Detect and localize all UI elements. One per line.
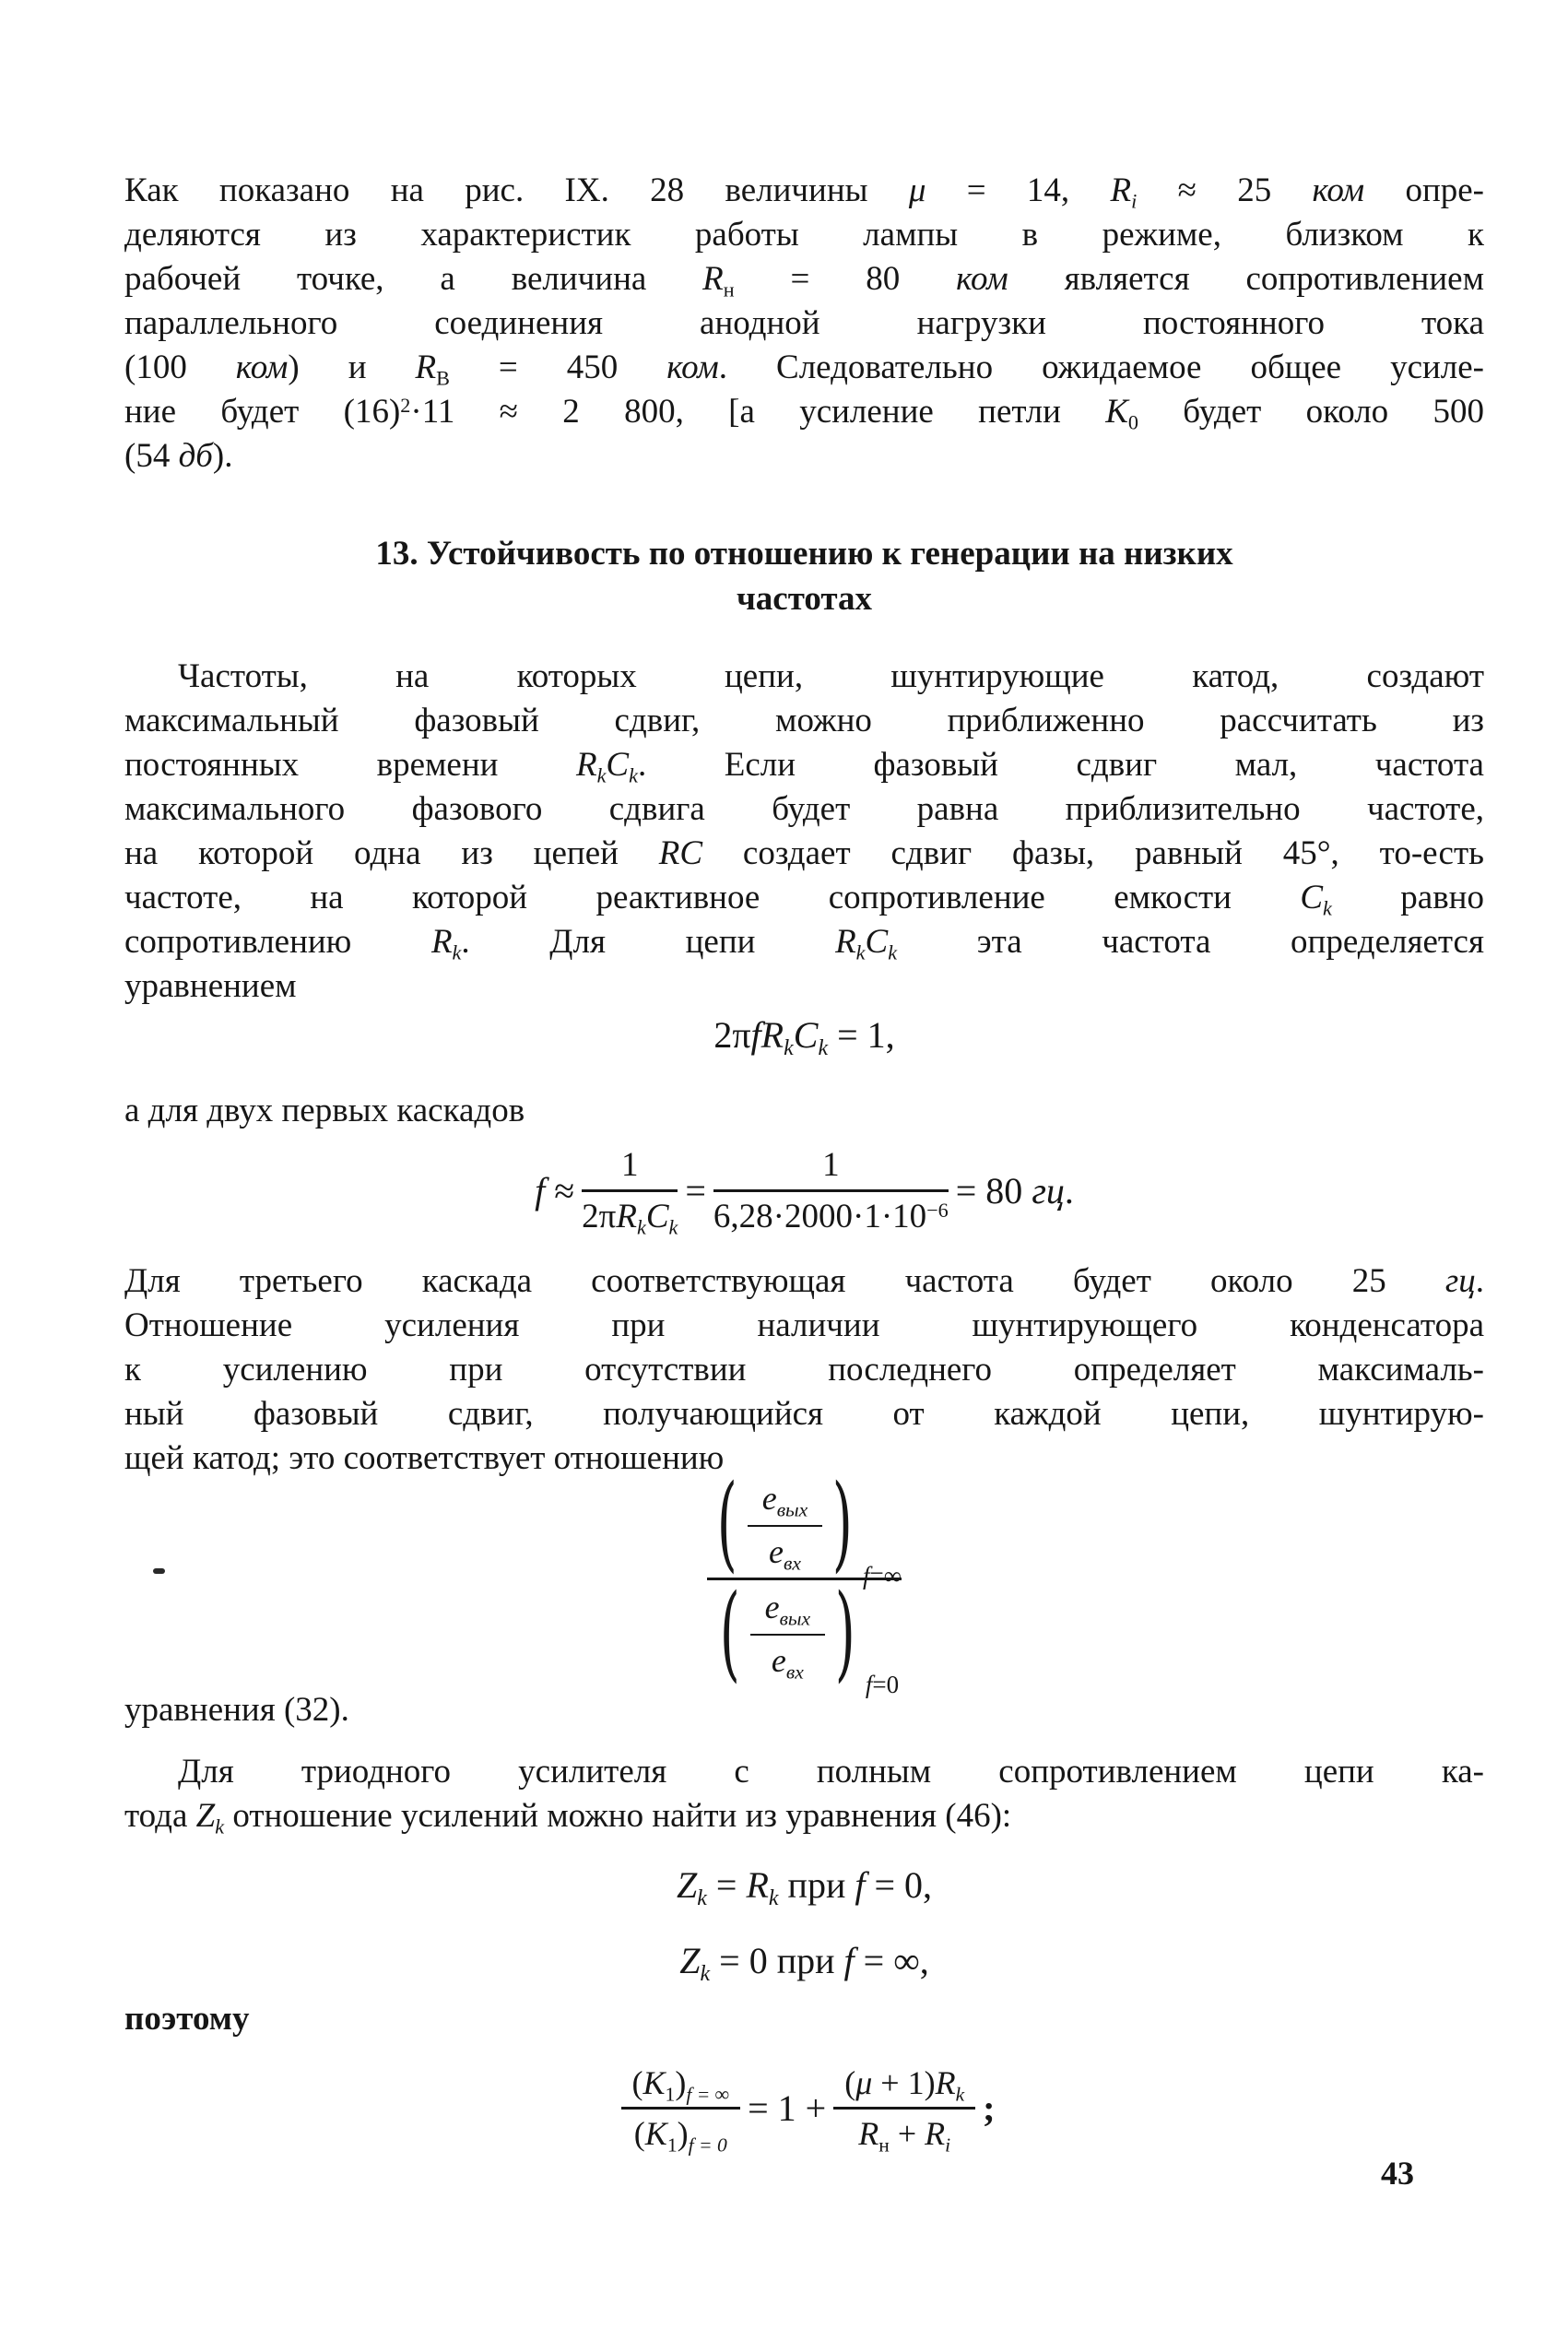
text-line: частотах <box>736 580 873 618</box>
fraction-1-over-2pirkck <box>582 1145 678 1239</box>
k1-f-zero: $(K_1)_{f = 0}$ <box>633 2114 727 2156</box>
formula-frequency <box>124 1132 1484 1248</box>
formula-2pi-f-rk-ck-text: $2\pi fR_kC_k = 1$, <box>713 1013 895 1060</box>
right-paren: ) <box>832 1463 854 1584</box>
k1-f-infinity: $(K_1)_{f = \infty}$ <box>621 2063 741 2110</box>
text-line: к усилению при отсутствии последнего определяет максималь- <box>124 1351 1484 1389</box>
fraction-numerator: 1 <box>713 1145 949 1192</box>
equation-zk-rk <box>124 1857 1484 1912</box>
text-line: Для триодного усилителя с полным сопротивлением цепи ка- <box>178 1753 1484 1791</box>
condition-f-infinity: f=∞ <box>862 1561 902 1590</box>
formula-f-result: = 80 гц. <box>955 1169 1074 1211</box>
e-in: $e_{вх}$ <box>769 1532 801 1575</box>
ratio-numerator <box>707 1463 902 1590</box>
left-paren: ( <box>719 1572 740 1693</box>
evyh-evx-fraction <box>748 1477 823 1575</box>
text-line: ние будет $(16)^2\cdot 11 \approx 2$ 800, [а усиление петли $K_0$ будет около 500 <box>124 393 1484 434</box>
text-line: на которой одна из цепей RC создает сдвиг фазы, равный 45°, то-есть <box>124 834 1484 872</box>
text-line: Частоты, на которых цепи, шунтирующие катод, создают <box>178 657 1484 695</box>
text-line: сопротивлению $R_k$. Для цепи $R_kC_k$ эта частота определяется <box>124 923 1484 964</box>
equals-one-plus: = 1 + <box>748 2086 827 2129</box>
ink-speck <box>153 1568 165 1574</box>
therefore-line <box>124 1997 1484 2041</box>
condition-f-zero: f=0 <box>865 1670 900 1698</box>
section-heading <box>124 531 1484 621</box>
k1-ratio-fraction <box>621 2063 741 2156</box>
paragraph-third-cascade <box>124 1259 1484 1481</box>
left-paren: ( <box>716 1463 737 1584</box>
gain-ratio-formula <box>124 1459 1484 1698</box>
text-line: Для третьего каскада соответствующая частота будет около 25 гц. <box>124 1262 1484 1300</box>
e-out: $e_{вых}$ <box>750 1586 826 1636</box>
ratio-denominator <box>710 1572 900 1698</box>
evyh-evx-fraction <box>750 1586 826 1684</box>
paragraph-triode <box>124 1750 1484 1838</box>
fraction-denominator: $6,28\cdot 2000\cdot 1\cdot 10^{-6}$ <box>713 1197 949 1235</box>
cascade-note-line <box>124 1089 1484 1133</box>
final-gain-formula <box>124 2043 1484 2172</box>
text-line: Отношение усиления при наличии шунтирующего конденсатора <box>124 1306 1484 1344</box>
formula-2pi-f-rk-ck <box>124 1007 1484 1062</box>
equation-zk-zero <box>124 1932 1484 1988</box>
mu-plus-one-rk: $(\mu + 1)R_k$ <box>833 2063 975 2110</box>
text-line: (54 дб). <box>124 437 233 475</box>
text-line: рабочей точке, а величина $R_н = 80$ ком является сопротивлением <box>124 260 1484 301</box>
text-line: тода $Z_k$ отношение усилений можно найти из уравнения (46): <box>124 1797 1012 1838</box>
therefore-text: поэтому <box>124 2000 250 2038</box>
text-line: уравнением <box>124 967 297 1005</box>
text-line: ный фазовый сдвиг, получающийся от каждой цепи, шунтирую- <box>124 1395 1484 1433</box>
text-line: Как показано на рис. IX. 28 величины μ = 14, $R_i \approx 25$ ком опре- <box>124 171 1484 213</box>
text-line: частоте, на которой реактивное сопротивление емкости $C_k$ равно <box>124 879 1484 920</box>
text-line: параллельного соединения анодной нагрузки постоянного тока <box>124 304 1484 342</box>
text-line: деляются из характеристик работы лампы в режиме, близком к <box>124 216 1484 254</box>
paragraph-frequencies <box>124 655 1484 1009</box>
formula-f-lead: f ≈ <box>535 1169 575 1211</box>
text-line: постоянных времени $R_kC_k$. Если фазовый сдвиг мал, частота <box>124 746 1484 787</box>
equation-reference-text: уравнения (32). <box>124 1691 349 1729</box>
text-line: максимального фазового сдвига будет равна приблизительно частоте, <box>124 790 1484 828</box>
formula-f-equals: = <box>685 1169 706 1211</box>
fraction-numerator: 1 <box>582 1145 678 1192</box>
equation-zk-zero-text: $Z_k = 0$ при f = ∞, <box>679 1939 929 1986</box>
equation-reference-line <box>124 1688 1484 1732</box>
formula-end-punctuation: ; <box>983 2086 996 2129</box>
right-paren: ) <box>835 1572 855 1693</box>
cascade-note-text: а для двух первых каскадов <box>124 1092 525 1129</box>
e-out: $e_{вых}$ <box>748 1477 823 1527</box>
text-line: (100 ком) и $R_В = 450$ ком. Следовательно ожидаемое общее усиле- <box>124 349 1485 390</box>
paragraph-intro <box>124 169 1484 479</box>
e-in: $e_{вх}$ <box>771 1642 804 1684</box>
text-line: максимальный фазовый сдвиг, можно приближенно рассчитать из <box>124 702 1484 739</box>
text-line: щей катод; это соответствует отношению <box>124 1439 725 1477</box>
rn-plus-ri: $R_н + R_i$ <box>858 2114 951 2156</box>
equation-zk-rk-text: $Z_k = R_k$ при f = 0, <box>676 1863 933 1910</box>
mu-plus-one-fraction <box>833 2063 975 2156</box>
gain-ratio-fraction <box>707 1463 902 1698</box>
page-number: 43 <box>1381 2155 1414 2192</box>
fraction-denominator: $2\pi R_kC_k$ <box>582 1197 678 1239</box>
text-line: 13. Устойчивость по отношению к генерации на низких <box>375 535 1233 573</box>
fraction-1-over-628 <box>713 1145 949 1236</box>
